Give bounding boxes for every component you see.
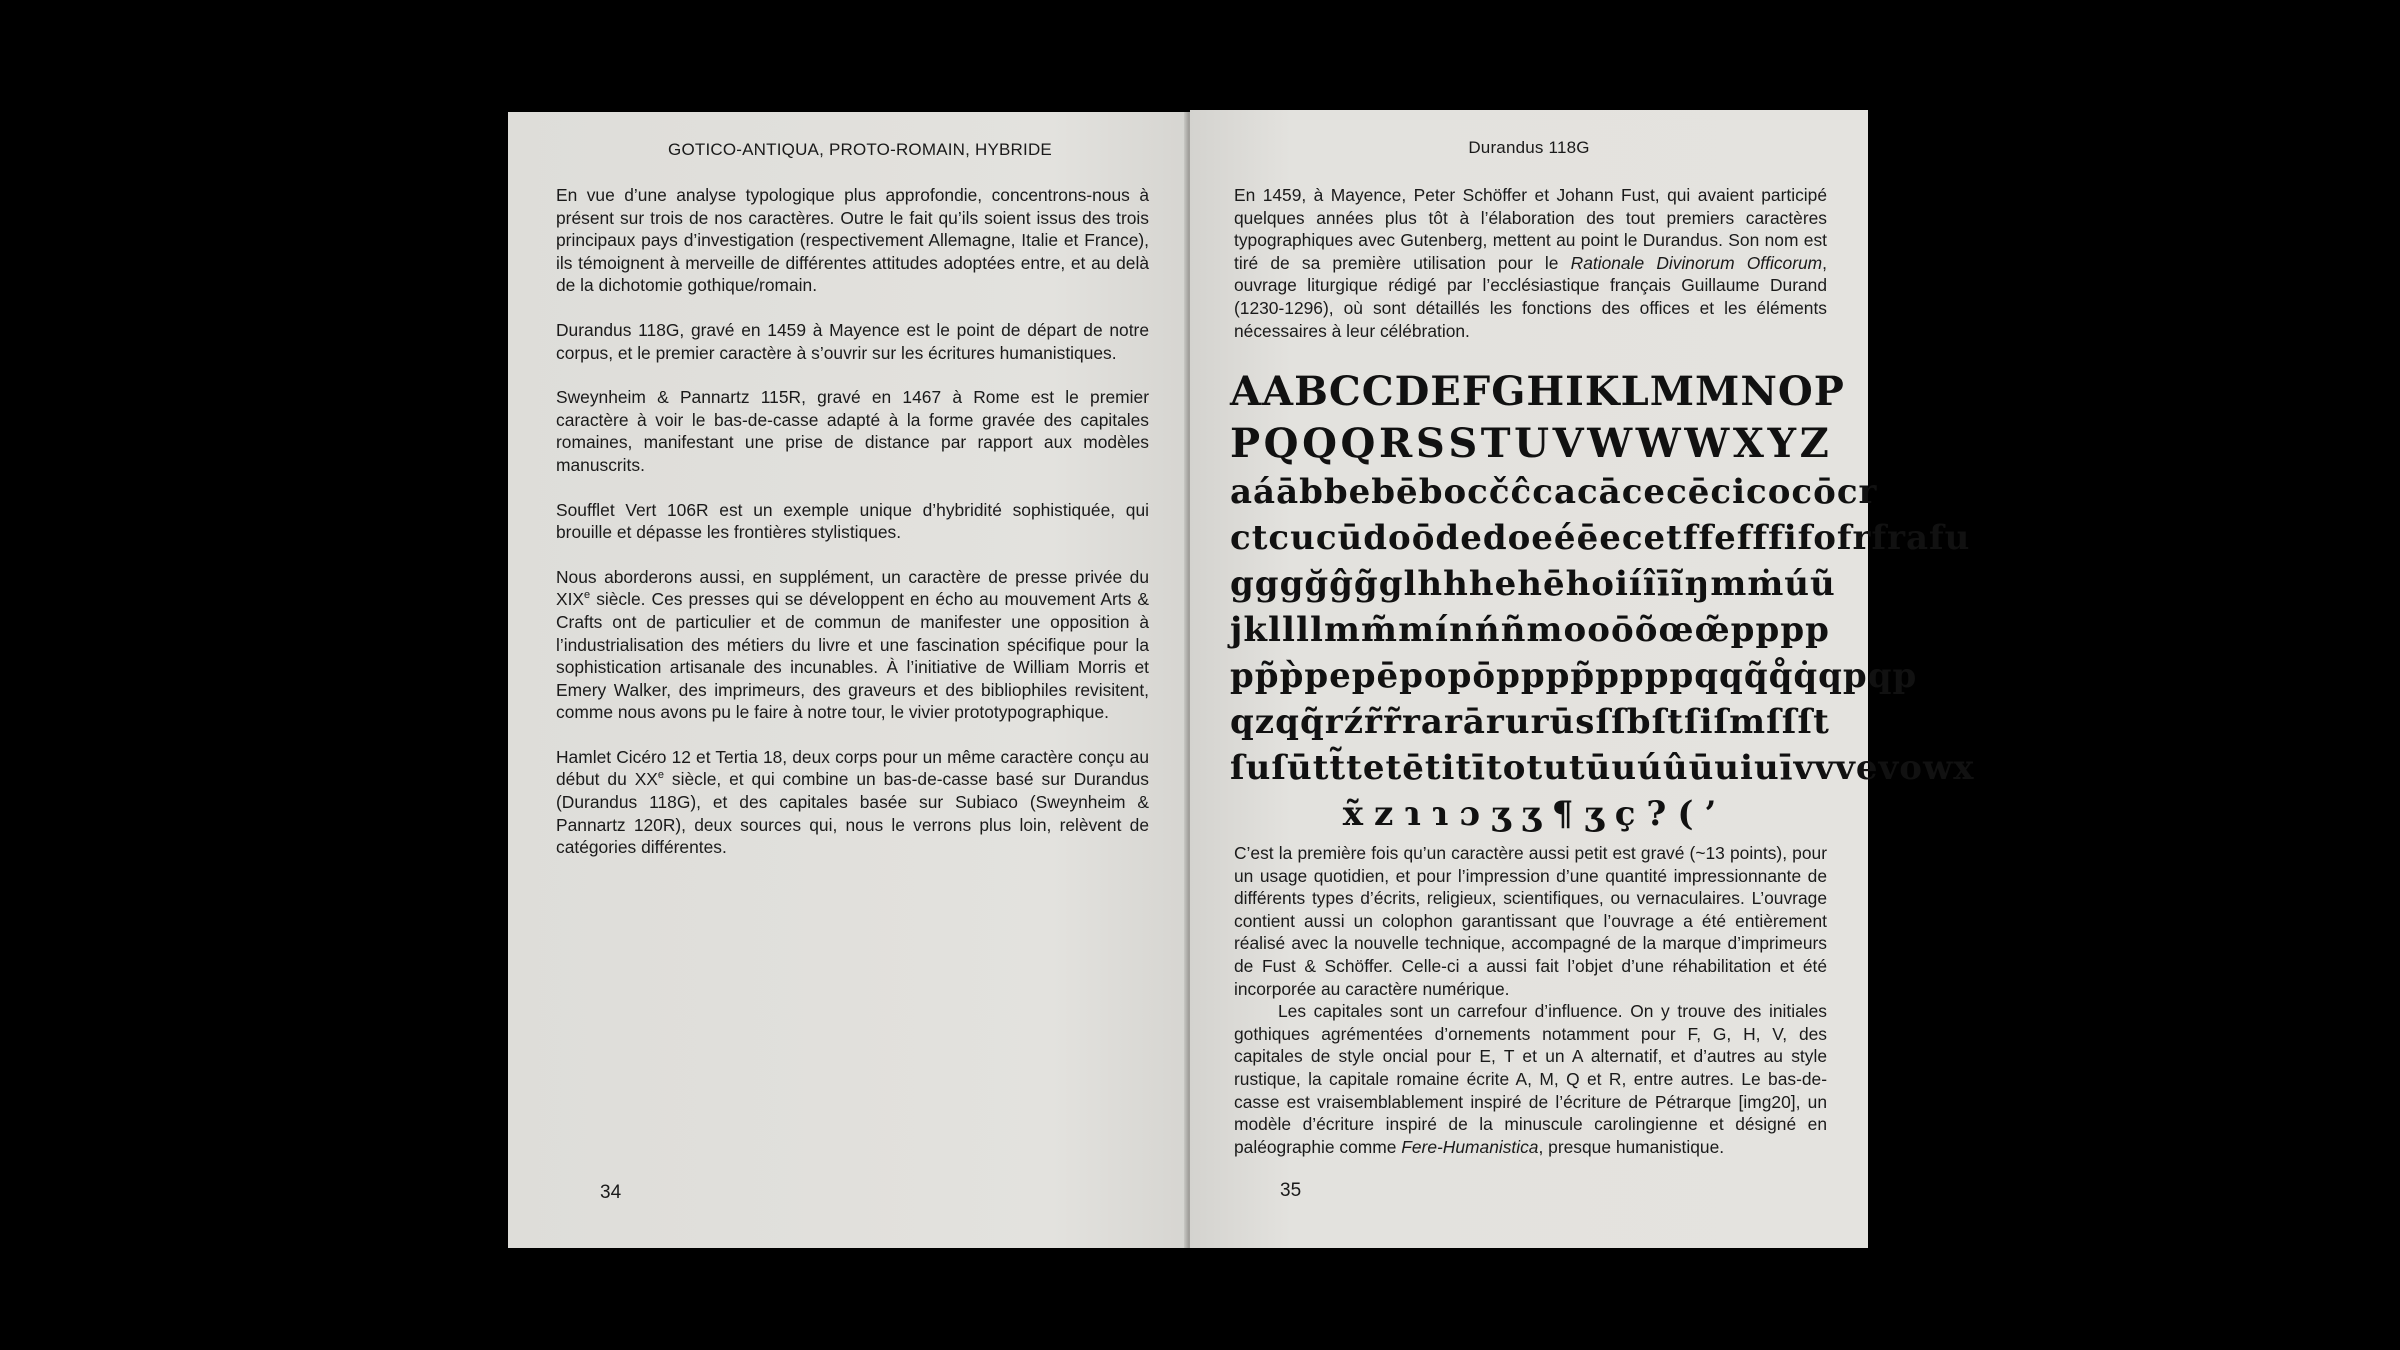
specimen-glyph: ĉ bbox=[1510, 472, 1533, 512]
specimen-glyph: A bbox=[1262, 368, 1295, 415]
specimen-glyph: ſſ bbox=[1766, 702, 1798, 742]
specimen-glyph: d bbox=[1363, 518, 1389, 558]
paragraph: En vue d’une analyse typologique plus approfondie, concentrons-nous à présent sur trois de nos caractères. Outre le fait qu’ils soient issus des trois principaux pays d’investigation (respectivement Allemagne, Italie et France), ils témoignent à merveille de différentes attitudes adoptées entre, et au delà de la dichotomie gothique/romain. bbox=[556, 185, 1149, 296]
specimen-glyph: ſ bbox=[1595, 702, 1612, 742]
specimen-glyph: bo bbox=[1418, 472, 1468, 512]
specimen-glyph: ll bbox=[1296, 610, 1324, 650]
left-page-body bbox=[556, 184, 1149, 881]
specimen-glyph: c bbox=[1467, 472, 1489, 512]
specimen-row bbox=[1230, 702, 1830, 748]
specimen-glyph: q̃ bbox=[1299, 702, 1325, 742]
specimen-glyph: ct bbox=[1230, 518, 1269, 558]
specimen-glyph: mo bbox=[1526, 610, 1588, 650]
specimen-glyph: fr bbox=[1836, 518, 1872, 558]
paragraph: Nous aborderons aussi, en supplément, un caractère de presse privée du XIXe siècle. Ces presses qui se développent en écho au mouvement Arts & Crafts ont de particulier et de commun de manifester une opposition à l’industrialisation des métiers du livre et une fascination spécifique pour la sophistication artisanale des incunables. À l’initiative de William Morris et Emery Walker, des imprimeurs, des graveurs et des bibliophiles revisitent, comme nous avons pu le faire à notre tour, le vivier prototypographique. bbox=[556, 566, 1149, 723]
specimen-glyph: U bbox=[1514, 420, 1551, 467]
specimen-glyph: g bbox=[1230, 564, 1255, 604]
specimen-glyph: v bbox=[1793, 748, 1815, 788]
specimen-glyph: ĩ bbox=[1670, 564, 1685, 604]
specimen-glyph: co bbox=[1746, 472, 1792, 512]
specimen-glyph: p bbox=[1780, 610, 1806, 650]
specimen-glyph: ŋ bbox=[1684, 564, 1711, 604]
specimen-glyph: l bbox=[1268, 610, 1282, 650]
specimen-glyph: ī bbox=[1656, 564, 1671, 604]
specimen-glyph: é bbox=[1553, 518, 1577, 558]
specimen-row bbox=[1230, 610, 1830, 656]
specimen-glyph: i bbox=[1614, 564, 1629, 604]
specimen-glyph: fu bbox=[1929, 518, 1971, 558]
specimen-glyph: do bbox=[1482, 518, 1532, 558]
specimen-glyph: qp bbox=[1818, 656, 1868, 696]
specimen-glyph: pp̃ bbox=[1545, 656, 1596, 696]
specimen-glyph: q̇ bbox=[1793, 656, 1819, 696]
page-number-left: 34 bbox=[600, 1182, 622, 1203]
specimen-glyph: ź bbox=[1343, 702, 1365, 742]
running-header-left: GOTICO-ANTIQUA, PROTO-ROMAIN, HYBRIDE bbox=[668, 140, 1052, 159]
paragraph: C’est la première fois qu’un caractère aussi petit est gravé (~13 points), pour un usage quotidien, et pour l’impression d’une quantité impressionnante de différents types d’écrits, religieux, scientifiques, ou vernaculaires. L’ouvrage contient aussi un colophon garantissant que l’ouvrage a été entièrement réalisé avec la nouvelle technique, accompagné de la marque d’imprimeurs de Fust & Schöffer. Celle-ci a aussi fait l’objet d’une réhabilitation et été incorporée au caractère numérique. bbox=[1234, 843, 1827, 999]
specimen-glyph: ru bbox=[1485, 702, 1531, 742]
specimen-glyph: ra bbox=[1401, 702, 1444, 742]
specimen-glyph: ũ bbox=[1810, 564, 1836, 604]
type-specimen-glyphs bbox=[1230, 368, 1975, 840]
specimen-glyph: œ̃ bbox=[1694, 610, 1731, 650]
specimen-glyph: p bbox=[1755, 610, 1781, 650]
specimen-glyph: t bbox=[1312, 748, 1330, 788]
specimen-glyph: cu bbox=[1268, 518, 1316, 558]
specimen-glyph: p̀ bbox=[1279, 656, 1305, 696]
specimen-glyph: tu bbox=[1526, 748, 1569, 788]
specimen-glyph: he bbox=[1468, 564, 1518, 604]
specimen-glyph: Q bbox=[1340, 420, 1377, 467]
specimen-glyph: ce bbox=[1621, 472, 1667, 512]
paragraph: Durandus 118G, gravé en 1459 à Mayence est le point de départ de notre corpus, et le premier caractère à s’ouvrir sur les écritures humanistiques. bbox=[556, 319, 1149, 363]
specimen-glyph: rā bbox=[1443, 702, 1486, 742]
specimen-glyph: pp bbox=[1496, 656, 1546, 696]
specimen-row bbox=[1230, 420, 1830, 472]
specimen-glyph: ti bbox=[1424, 748, 1456, 788]
specimen-glyph: fra bbox=[1871, 518, 1930, 558]
specimen-glyph: W bbox=[1635, 420, 1682, 467]
specimen-glyph: o bbox=[1388, 518, 1412, 558]
specimen-glyph: pē bbox=[1351, 656, 1400, 696]
specimen-glyph: uī bbox=[1753, 748, 1794, 788]
specimen-row bbox=[1230, 794, 1830, 840]
specimen-glyph: q̊ bbox=[1768, 656, 1794, 696]
specimen-glyph: á bbox=[1253, 472, 1277, 512]
specimen-glyph: č bbox=[1488, 472, 1511, 512]
specimen-glyph: ſt bbox=[1797, 702, 1830, 742]
specimen-glyph: rū bbox=[1530, 702, 1576, 742]
specimen-glyph: ñ bbox=[1500, 610, 1527, 650]
specimen-glyph: S bbox=[1448, 420, 1479, 467]
specimen-glyph: x̃ bbox=[1342, 794, 1364, 834]
specimen-glyph: tī bbox=[1455, 748, 1487, 788]
specimen-glyph: m̃ bbox=[1361, 610, 1398, 650]
specimen-glyph: a bbox=[1230, 472, 1254, 512]
specimen-glyph: q bbox=[1275, 702, 1300, 742]
specimen-glyph: ā bbox=[1276, 472, 1300, 512]
specimen-glyph: ſi bbox=[1683, 702, 1714, 742]
paragraph: Sweynheim & Pannartz 115R, gravé en 1467 à Rome est le premier caractère à voir le bas-de-casse adapté à la forme gravée des capitales romaines, manifestant une prise de distance par rapport aux modèles manuscrits. bbox=[556, 387, 1149, 475]
specimen-glyph: r̃ bbox=[1383, 702, 1402, 742]
specimen-glyph: ú bbox=[1637, 748, 1663, 788]
specimen-glyph: ca bbox=[1532, 472, 1577, 512]
specimen-glyph: q bbox=[1694, 656, 1720, 696]
specimen-glyph: ú bbox=[1784, 564, 1811, 604]
specimen-glyph: õ bbox=[1634, 610, 1659, 650]
specimen-glyph: o bbox=[1587, 610, 1611, 650]
specimen-glyph: cē bbox=[1666, 472, 1711, 512]
specimen-glyph: ē bbox=[1576, 518, 1600, 558]
specimen-glyph: C bbox=[1361, 368, 1395, 415]
specimen-glyph: ō bbox=[1411, 518, 1436, 558]
specimen-glyph: Y bbox=[1767, 420, 1798, 467]
specimen-glyph: ve bbox=[1835, 748, 1879, 788]
specimen-glyph: ¶ bbox=[1551, 794, 1575, 834]
specimen-glyph: T bbox=[1480, 420, 1512, 467]
specimen-glyph: C bbox=[1328, 368, 1362, 415]
specimen-glyph: L bbox=[1620, 368, 1650, 415]
specimen-glyph: p bbox=[1805, 610, 1830, 650]
specimen-glyph: bē bbox=[1371, 472, 1419, 512]
specimen-glyph: cr bbox=[1836, 472, 1878, 512]
specimen-glyph: ʒ bbox=[1521, 794, 1542, 834]
specimen-glyph: ń bbox=[1474, 610, 1501, 650]
specimen-glyph: ’ bbox=[1704, 794, 1718, 834]
specimen-glyph: V bbox=[1552, 420, 1585, 467]
specimen-glyph: û bbox=[1662, 748, 1689, 788]
specimen-row bbox=[1230, 748, 1975, 794]
specimen-glyph: ğ bbox=[1304, 564, 1330, 604]
specimen-glyph: k bbox=[1243, 610, 1268, 650]
specimen-glyph: s bbox=[1575, 702, 1596, 742]
specimen-glyph: qz bbox=[1230, 702, 1276, 742]
specimen-glyph: ɿ bbox=[1404, 794, 1422, 834]
specimen-glyph: pp bbox=[1644, 656, 1695, 696]
specimen-glyph: j bbox=[1230, 610, 1244, 650]
specimen-glyph: í bbox=[1628, 564, 1643, 604]
specimen-glyph: ſb bbox=[1611, 702, 1652, 742]
specimen-row bbox=[1230, 518, 1971, 564]
right-page-body bbox=[1234, 842, 1827, 1158]
specimen-glyph: fi bbox=[1768, 518, 1798, 558]
right-page bbox=[1190, 110, 1975, 1248]
specimen-glyph: O bbox=[1777, 368, 1814, 415]
specimen-glyph: q̃ bbox=[1743, 656, 1769, 696]
paragraph: Soufflet Vert 106R est un exemple unique d’hybridité sophistiquée, qui brouille et dépasse les frontières stylistiques. bbox=[556, 499, 1149, 543]
specimen-glyph: n bbox=[1449, 610, 1475, 650]
specimen-glyph: te bbox=[1346, 748, 1386, 788]
specimen-glyph: gl bbox=[1378, 564, 1418, 604]
specimen-glyph: ( bbox=[1677, 794, 1695, 834]
specimen-glyph: l bbox=[1282, 610, 1296, 650]
specimen-glyph: ſt bbox=[1651, 702, 1684, 742]
specimen-glyph: ō bbox=[1611, 610, 1635, 650]
specimen-glyph: cū bbox=[1315, 518, 1364, 558]
specimen-glyph: cā bbox=[1576, 472, 1622, 512]
specimen-row bbox=[1230, 564, 1836, 610]
specimen-glyph: ff bbox=[1736, 518, 1769, 558]
page-number-right: 35 bbox=[1280, 1180, 1302, 1201]
specimen-glyph: ʒ bbox=[1584, 794, 1605, 834]
specimen-glyph: P bbox=[1230, 420, 1262, 467]
specimen-glyph: E bbox=[1430, 368, 1462, 415]
specimen-glyph: cō bbox=[1791, 472, 1837, 512]
specimen-glyph: g̃ bbox=[1353, 564, 1379, 604]
specimen-glyph: r bbox=[1324, 702, 1344, 742]
specimen-glyph: tē bbox=[1385, 748, 1425, 788]
specimen-glyph: ɔ bbox=[1459, 794, 1482, 834]
specimen-glyph: W bbox=[1587, 420, 1634, 467]
paragraph: Les capitales sont un carrefour d’influence. On y trouve des initiales gothiques agrémentées d’ornements notamment pour F, G, H, V, des capitales de style oncial pour E, T et un A alternatif, et d’autres au style rustique, la capitale romaine écrite A, M, Q et R, entre autres. Le bas-de-casse est vraisemblablement inspiré de l’écriture de Pétrarque [img20], un modèle d’écriture inspiré de la minuscule carolingienne et désigné en paléographie comme Fere-Humanistica, presque humanistique. bbox=[1234, 1001, 1827, 1157]
specimen-glyph: ū bbox=[1688, 748, 1715, 788]
paragraph: Hamlet Cicéro 12 et Tertia 18, deux corps pour un même caractère conçu au début du XXe siècle, et qui combine un bas-de-casse basé sur Durandus (Durandus 118G), et des capitales basée sur Subiaco (Sweynheim & Pannartz 120R), deux sources qui, nous le verrons plus loin, relèvent de catégories différentes. bbox=[556, 746, 1149, 858]
specimen-glyph: r̃ bbox=[1364, 702, 1383, 742]
specimen-glyph: K bbox=[1584, 368, 1621, 415]
specimen-glyph: p̃ bbox=[1254, 656, 1280, 696]
specimen-glyph: m bbox=[1710, 564, 1748, 604]
left-page bbox=[508, 112, 1188, 1248]
specimen-glyph: N bbox=[1740, 368, 1778, 415]
specimen-glyph: to bbox=[1486, 748, 1527, 788]
specimen-glyph: be bbox=[1323, 472, 1372, 512]
specimen-glyph: ṁ bbox=[1747, 564, 1785, 604]
specimen-glyph: vo bbox=[1878, 748, 1923, 788]
specimen-glyph: e bbox=[1531, 518, 1554, 558]
specimen-glyph: h bbox=[1417, 564, 1444, 604]
specimen-glyph: Q bbox=[1302, 420, 1338, 467]
specimen-glyph: g bbox=[1279, 564, 1305, 604]
specimen-glyph: ec bbox=[1599, 518, 1644, 558]
specimen-glyph: g bbox=[1254, 564, 1280, 604]
specimen-glyph: Z bbox=[1799, 420, 1830, 467]
specimen-glyph: W bbox=[1684, 420, 1731, 467]
specimen-glyph: ci bbox=[1710, 472, 1747, 512]
paragraph: En 1459, à Mayence, Peter Schöffer et Johann Fust, qui avaient participé quelques années plus tôt à l’élaboration des tout premiers caractères typographiques avec Gutenberg, mettent au point le Durandus. Son nom est tiré de sa première utilisation pour le Rationale Divinorum Officorum, ouvrage liturgique rédigé par l’ecclésiastique français Guillaume Durand (1230-1296), où sont détaillés les fonctions des offices et les éléments nécessaires à leur célébration. bbox=[1234, 185, 1827, 341]
specimen-glyph: tū bbox=[1568, 748, 1612, 788]
specimen-glyph: v bbox=[1814, 748, 1836, 788]
specimen-glyph: I bbox=[1565, 368, 1585, 415]
specimen-glyph: ſu bbox=[1230, 748, 1272, 788]
specimen-glyph: ui bbox=[1714, 748, 1754, 788]
specimen-glyph: t̃ bbox=[1329, 748, 1347, 788]
specimen-glyph: ? bbox=[1646, 794, 1668, 834]
specimen-glyph: D bbox=[1394, 368, 1431, 415]
specimen-glyph: pe bbox=[1304, 656, 1352, 696]
specimen-glyph: m bbox=[1323, 610, 1361, 650]
specimen-glyph: ſū bbox=[1271, 748, 1313, 788]
specimen-glyph: Q bbox=[1263, 420, 1300, 467]
specimen-glyph: S bbox=[1415, 420, 1446, 467]
specimen-glyph: fe bbox=[1698, 518, 1737, 558]
specimen-glyph: M bbox=[1695, 368, 1741, 415]
specimen-glyph: G bbox=[1491, 368, 1527, 415]
specimen-glyph: et bbox=[1643, 518, 1683, 558]
running-header-right: Durandus 118G bbox=[1468, 138, 1590, 157]
specimen-row bbox=[1230, 656, 1918, 702]
specimen-glyph: b bbox=[1299, 472, 1324, 512]
specimen-glyph: P bbox=[1813, 368, 1845, 415]
specimen-glyph: F bbox=[1461, 368, 1492, 415]
specimen-glyph: f bbox=[1682, 518, 1699, 558]
specimen-glyph: p bbox=[1730, 610, 1756, 650]
specimen-glyph: pp bbox=[1595, 656, 1645, 696]
specimen-glyph: fo bbox=[1797, 518, 1837, 558]
specimen-glyph: A bbox=[1230, 368, 1263, 415]
specimen-glyph: p bbox=[1230, 656, 1255, 696]
specimen-glyph: po bbox=[1399, 656, 1448, 696]
specimen-glyph: q bbox=[1719, 656, 1744, 696]
specimen-glyph: wx bbox=[1922, 748, 1975, 788]
specimen-glyph: z bbox=[1374, 794, 1395, 834]
specimen-row bbox=[1230, 472, 1878, 518]
specimen-glyph: hē bbox=[1517, 564, 1566, 604]
specimen-glyph: mí bbox=[1398, 610, 1449, 650]
specimen-glyph: ʒ bbox=[1491, 794, 1512, 834]
specimen-glyph: qp bbox=[1867, 656, 1918, 696]
specimen-glyph: H bbox=[1526, 368, 1566, 415]
specimen-glyph: R bbox=[1378, 420, 1414, 467]
specimen-glyph: ɿ bbox=[1431, 794, 1450, 834]
specimen-glyph: œ bbox=[1658, 610, 1695, 650]
right-page-intro bbox=[1234, 184, 1827, 342]
specimen-glyph: ſm bbox=[1713, 702, 1767, 742]
specimen-glyph: B bbox=[1294, 368, 1329, 415]
specimen-glyph: de bbox=[1435, 518, 1483, 558]
specimen-glyph: ho bbox=[1565, 564, 1615, 604]
specimen-glyph: ĝ bbox=[1329, 564, 1354, 604]
specimen-glyph: M bbox=[1649, 368, 1696, 415]
specimen-row bbox=[1230, 368, 1845, 420]
specimen-glyph: X bbox=[1732, 420, 1765, 467]
specimen-glyph: ç bbox=[1614, 794, 1637, 834]
specimen-glyph: u bbox=[1611, 748, 1638, 788]
specimen-glyph: pō bbox=[1447, 656, 1497, 696]
specimen-glyph: î bbox=[1642, 564, 1657, 604]
specimen-glyph: h bbox=[1443, 564, 1469, 604]
